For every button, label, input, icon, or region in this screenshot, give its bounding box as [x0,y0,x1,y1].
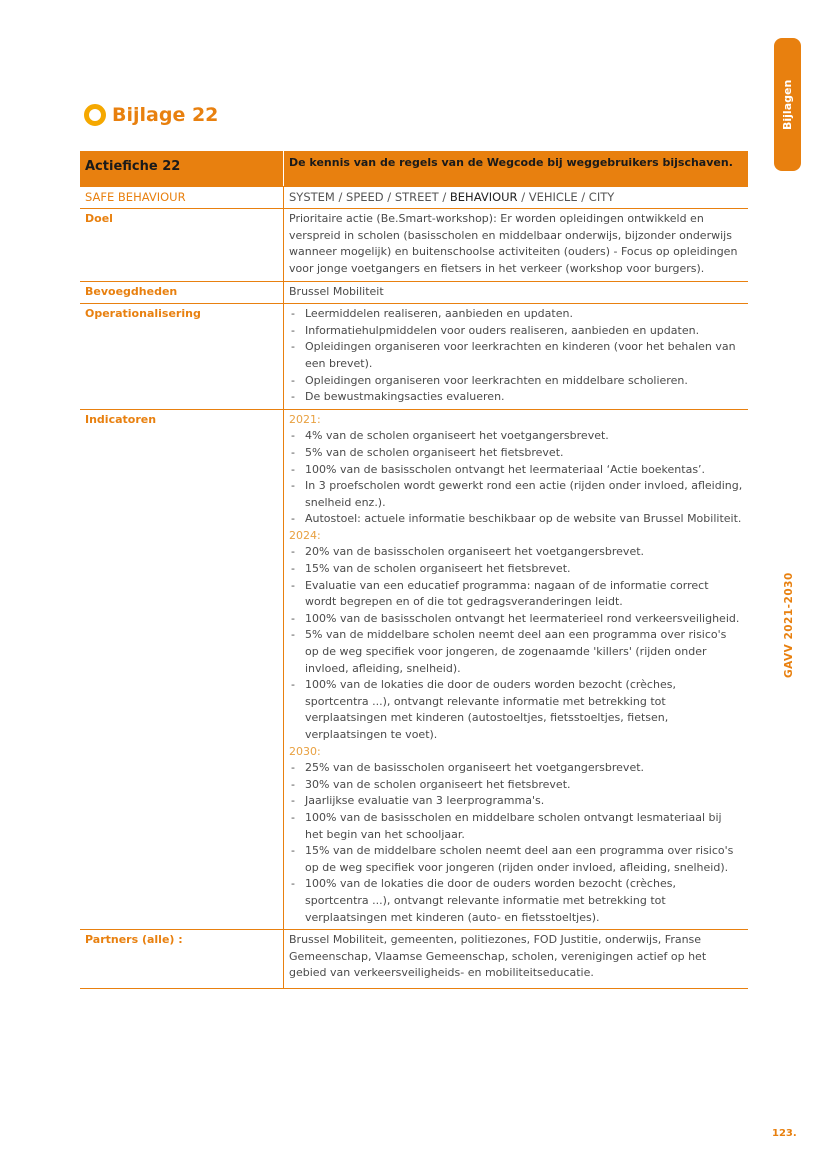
list-item: - 4% van de scholen organiseert het voetgangersbrevet. [289,428,743,445]
indicatoren-label: Indicatoren [80,409,284,929]
page-title: Bijlage 22 [112,104,219,126]
list-item: - 15% van de middelbare scholen neemt deel aan een programma over risico's op de weg specifiek voor jongeren (rijden onder invloed, afleiding, snelheid). [289,843,743,876]
list-item: - 100% van de lokaties die door de ouders worden bezocht (crèches, sportcentra ...), ontvangt relevante informatie met betrekking tot verplaatsingen met kinderen (auto- en fietsstoeltjes). [289,876,743,926]
category-items-after: / VEHICLE / CITY [517,189,615,204]
operationalisering-label: Operationalisering [80,304,284,410]
indicatoren-row [80,409,748,929]
header-value: De kennis van de regels van de Wegcode bij weggebruikers bijschaven. [284,151,749,186]
page-header [84,104,218,126]
list-item: - 100% van de basisscholen en middelbare scholen ontvangt lesmateriaal bij het begin van het schooljaar. [289,810,743,843]
category-row [80,186,748,209]
operationalisering-list [289,306,743,406]
indicatoren-cell [284,409,749,929]
doel-row [80,209,748,281]
page-number: 123. [772,1128,797,1139]
list-item: - Autostoel: actuele informatie beschikbaar op de website van Brussel Mobiliteit. [289,511,743,528]
list-item: - 100% van de basisscholen ontvangt het leermaterieel rond verkeersveiligheid. [289,611,743,628]
bevoegdheden-row [80,281,748,304]
category-label: SAFE BEHAVIOUR [80,186,284,209]
indicator-list-2024 [289,544,743,743]
year-heading: 2021: [289,412,321,426]
indicator-list-2030 [289,760,743,926]
list-item: - 5% van de scholen organiseert het fietsbrevet. [289,445,743,462]
header-label: Actiefiche 22 [80,151,284,186]
list-item: - 100% van de lokaties die door de ouders worden bezocht (crèches, sportcentra ...), ontvangt relevante informatie met betrekking tot verplaatsingen met kinderen (autostoeltjes, fietsstoeltjes, fietsen, verplaatsingen te voet). [289,677,743,743]
indicator-list-2021 [289,428,743,528]
doel-text: Prioritaire actie (Be.Smart-workshop): Er worden opleidingen ontwikkeld en verspreid in scholen (basisscholen en middelbaar onderwijs, bijzonder onderwijs wanneer mogelijk) en buitenschoolse activiteiten (ouders) - Focus op opleidingen voor jonge voetgangers en fietsers in het verkeer (workshop voor burgers). [284,209,749,281]
operationalisering-row [80,304,748,410]
year-heading: 2024: [289,528,321,542]
list-item: - 30% van de scholen organiseert het fietsbrevet. [289,777,743,794]
side-document-label: GAVV 2021-2030 [783,572,795,678]
list-item: - Evaluatie van een educatief programma: nagaan of de informatie correct wordt begrepen en of die tot gedragsveranderingen leidt. [289,578,743,611]
category-items-before: SYSTEM / SPEED / STREET / [289,189,450,204]
operationalisering-cell [284,304,749,410]
list-item: - Informatiehulpmiddelen voor ouders realiseren, aanbieden en updaten. [289,323,743,340]
list-item: - 15% van de scholen organiseert het fietsbrevet. [289,561,743,578]
list-item: - Jaarlijkse evaluatie van 3 leerprogramma's. [289,793,743,810]
action-sheet-table [80,151,748,989]
list-item: - Opleidingen organiseren voor leerkrachten en middelbare scholieren. [289,373,743,390]
year-heading: 2030: [289,744,321,758]
list-item: - Leermiddelen realiseren, aanbieden en updaten. [289,306,743,323]
bevoegdheden-label: Bevoegdheden [80,281,284,304]
partners-row [80,930,748,989]
ring-icon [84,104,106,126]
side-tab-label: Bijlagen [781,79,794,130]
list-item: - 25% van de basisscholen organiseert het voetgangersbrevet. [289,760,743,777]
bevoegdheden-text: Brussel Mobiliteit [284,281,749,304]
doel-label: Doel [80,209,284,281]
category-highlight: BEHAVIOUR [449,189,518,204]
list-item: - 100% van de basisscholen ontvangt het leermateriaal ‘Actie boekentas’. [289,462,743,479]
side-tab [774,38,801,171]
partners-text: Brussel Mobiliteit, gemeenten, politiezones, FOD Justitie, onderwijs, Franse Gemeenschap, Vlaamse Gemeenschap, scholen, verenigingen actief op het gebied van verkeersveiligheids- en mobiliteitseducatie. [284,930,749,989]
partners-label: Partners (alle) : [80,930,284,989]
list-item: - De bewustmakingsacties evalueren. [289,389,743,406]
list-item: - 5% van de middelbare scholen neemt deel aan een programma over risico's op de weg specifiek voor jongeren, de zogenaamde 'killers' (rijden onder invloed, afleiding, snelheid). [289,627,743,677]
table-header-row [80,151,748,186]
category-list [284,186,749,209]
list-item: - Opleidingen organiseren voor leerkrachten en kinderen (voor het behalen van een brevet). [289,339,743,372]
list-item: - 20% van de basisscholen organiseert het voetgangersbrevet. [289,544,743,561]
list-item: - In 3 proefscholen wordt gewerkt rond een actie (rijden onder invloed, afleiding, snelheid enz.). [289,478,743,511]
